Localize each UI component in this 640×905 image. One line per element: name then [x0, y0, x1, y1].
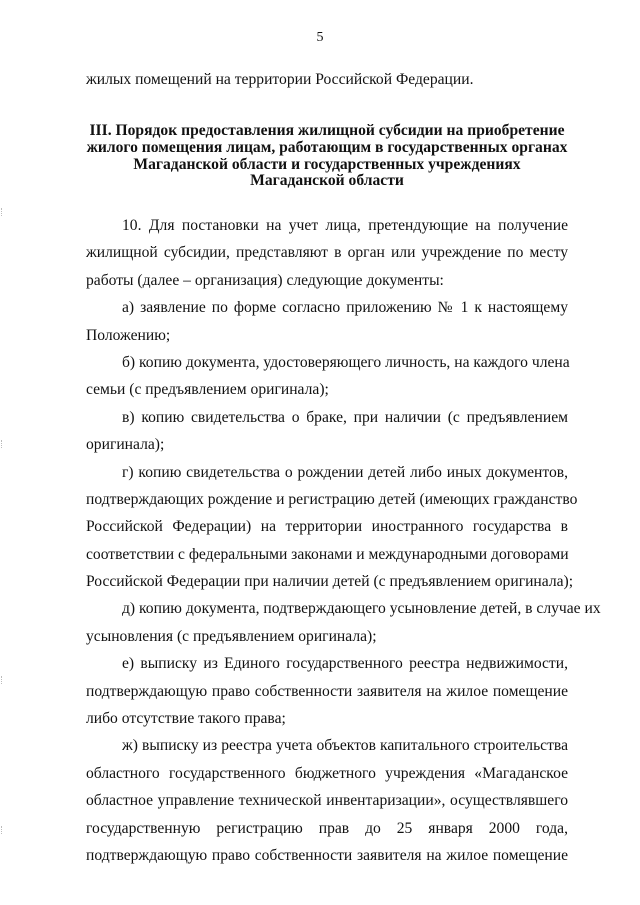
scan-mark: [1, 440, 5, 448]
intro-line: жилых помещений на территории Российской Федерации.: [86, 71, 474, 88]
heading-line: Магаданской области: [250, 172, 404, 190]
scan-mark: [1, 208, 5, 216]
paragraph-line: подтверждающую право собственности заявителя на жилое помещение: [86, 682, 568, 700]
paragraph-line: либо отсутствие такого права;: [86, 710, 286, 728]
section-heading: [86, 123, 568, 190]
page-number: 5: [316, 30, 324, 45]
paragraph-line: государственную регистрацию прав до 25 января 2000 года,: [86, 819, 568, 837]
paragraph-line: жилищной субсидии, представляют в орган или учреждение по месту: [86, 244, 568, 262]
paragraph-line: а) заявление по форме согласно приложению № 1 к настоящему: [122, 299, 568, 317]
heading-line: Магаданской области и государственных учреждениях: [133, 155, 521, 173]
scan-mark: [1, 826, 5, 834]
paragraph-line: подтверждающую право собственности заявителя на жилое помещение: [86, 846, 568, 864]
paragraph-line: в) копию свидетельства о браке, при наличии (с предъявлением: [122, 408, 568, 426]
intro-paragraph: [86, 66, 568, 93]
paragraph-line: 10. Для постановки на учет лица, претендующие на получение: [122, 217, 568, 234]
paragraph-line: б) копию документа, удостоверяющего личность, на каждого члена: [122, 353, 570, 371]
body-text: [86, 212, 601, 869]
paragraph-line: областного государственного бюджетного учреждения «Магаданское: [86, 764, 568, 782]
paragraph-line: соответствии с федеральными законами и международными договорами: [86, 545, 569, 563]
paragraph-line: Положению;: [86, 326, 171, 344]
heading-line: III. Порядок предоставления жилищной субсидии на приобретение: [89, 122, 565, 139]
paragraph-line: семьи (с предъявлением оригинала);: [86, 381, 329, 399]
paragraph-line: ж) выписку из реестра учета объектов капитального строительства: [122, 737, 568, 755]
paragraph-line: г) копию свидетельства о рождении детей либо иных документов,: [122, 463, 568, 481]
paragraph-line: е) выписку из Единого государственного реестра недвижимости,: [122, 655, 568, 673]
paragraph-line: д) копию документа, подтверждающего усыновление детей, в случае их: [122, 600, 601, 618]
paragraph-line: оригинала);: [86, 436, 165, 454]
paragraph-line: усыновления (с предъявлением оригинала);: [86, 627, 377, 645]
paragraph-line: подтверждающих рождение и регистрацию детей (имеющих гражданство: [86, 490, 578, 508]
paragraph-line: работы (далее – организация) следующие документы:: [86, 271, 444, 289]
paragraph-line: областное управление технической инвентаризации», осуществлявшего: [86, 792, 568, 810]
heading-line: жилого помещения лицам, работающим в государственных органах: [86, 138, 568, 156]
scan-mark: [1, 676, 5, 684]
paragraph-line: Российской Федерации) на территории иностранного государства в: [86, 518, 568, 536]
paragraph-line: Российской Федерации при наличии детей (с предъявлением оригинала);: [86, 573, 574, 591]
